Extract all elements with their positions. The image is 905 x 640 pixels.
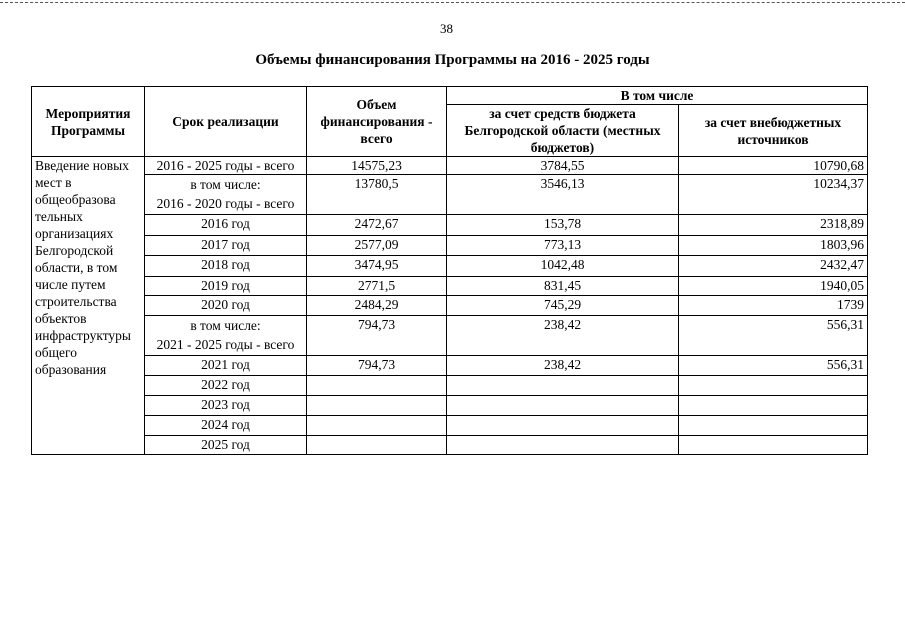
table-row <box>32 376 868 396</box>
regional-cell: 3546,13 <box>447 175 679 215</box>
regional-cell: 831,45 <box>447 277 679 296</box>
extra-cell: 556,31 <box>679 356 868 376</box>
table-row <box>32 436 868 455</box>
page-number: 38 <box>440 21 453 36</box>
total-cell <box>307 396 447 416</box>
total-cell: 794,73 <box>307 356 447 376</box>
header-event: Мероприятия Программы <box>32 87 145 157</box>
period-cell: 2016 - 2025 годы - всего <box>145 157 307 175</box>
total-cell: 2577,09 <box>307 236 447 256</box>
period-cell <box>145 316 307 356</box>
total-cell: 794,73 <box>307 316 447 356</box>
table-row <box>32 236 868 256</box>
extra-cell: 2432,47 <box>679 256 868 277</box>
table-row <box>32 215 868 236</box>
table-row <box>32 396 868 416</box>
period-cell: 2023 год <box>145 396 307 416</box>
regional-cell: 238,42 <box>447 356 679 376</box>
table-row <box>32 296 868 316</box>
table-row <box>32 356 868 376</box>
total-cell: 3474,95 <box>307 256 447 277</box>
document-title: Объемы финансирования Программы на 2016 - 2025 годы <box>255 52 650 68</box>
table-row <box>32 277 868 296</box>
regional-cell: 3784,55 <box>447 157 679 175</box>
total-cell: 2484,29 <box>307 296 447 316</box>
extra-cell: 2318,89 <box>679 215 868 236</box>
total-cell: 2771,5 <box>307 277 447 296</box>
extra-cell: 10234,37 <box>679 175 868 215</box>
regional-cell <box>447 416 679 436</box>
regional-cell <box>447 436 679 455</box>
period-line: в том числе: <box>190 177 261 192</box>
period-cell: 2016 год <box>145 215 307 236</box>
extra-cell <box>679 436 868 455</box>
period-cell: 2024 год <box>145 416 307 436</box>
extra-cell <box>679 416 868 436</box>
event-name: Введение новых мест в общеобразова тельных организациях Белгородской области, в том числе путем строительства объектов инфраструктуры общего образования <box>32 157 145 455</box>
period-cell: 2018 год <box>145 256 307 277</box>
regional-cell: 773,13 <box>447 236 679 256</box>
regional-cell <box>447 376 679 396</box>
total-cell <box>307 416 447 436</box>
extra-cell <box>679 396 868 416</box>
extra-cell <box>679 376 868 396</box>
regional-cell: 153,78 <box>447 215 679 236</box>
regional-cell: 1042,48 <box>447 256 679 277</box>
period-cell: 2021 год <box>145 356 307 376</box>
extra-cell: 10790,68 <box>679 157 868 175</box>
regional-cell <box>447 396 679 416</box>
period-cell: 2017 год <box>145 236 307 256</box>
total-cell <box>307 376 447 396</box>
table-row <box>32 256 868 277</box>
extra-cell: 1803,96 <box>679 236 868 256</box>
table-row <box>32 157 868 175</box>
period-cell: 2025 год <box>145 436 307 455</box>
period-cell: 2019 год <box>145 277 307 296</box>
period-line: 2016 - 2020 годы - всего <box>156 196 295 211</box>
regional-cell: 238,42 <box>447 316 679 356</box>
total-cell: 14575,23 <box>307 157 447 175</box>
total-cell: 13780,5 <box>307 175 447 215</box>
regional-cell: 745,29 <box>447 296 679 316</box>
extra-cell: 1940,05 <box>679 277 868 296</box>
period-line: 2021 - 2025 годы - всего <box>156 337 295 352</box>
period-cell: 2022 год <box>145 376 307 396</box>
scan-top-edge <box>0 2 905 3</box>
extra-cell: 556,31 <box>679 316 868 356</box>
header-regional: за счет средств бюджета Белгородской области (местных бюджетов) <box>447 105 679 157</box>
header-extra: за счет внебюджетных источников <box>679 105 868 157</box>
header-total: Объем финансирования - всего <box>307 87 447 157</box>
period-line: в том числе: <box>190 318 261 333</box>
financing-table <box>31 86 868 455</box>
header-including: В том числе <box>447 87 868 105</box>
period-cell <box>145 175 307 215</box>
period-cell: 2020 год <box>145 296 307 316</box>
total-cell <box>307 436 447 455</box>
table-row <box>32 316 868 356</box>
extra-cell: 1739 <box>679 296 868 316</box>
header-period: Срок реализации <box>145 87 307 157</box>
table-row <box>32 175 868 215</box>
total-cell: 2472,67 <box>307 215 447 236</box>
table-row <box>32 416 868 436</box>
